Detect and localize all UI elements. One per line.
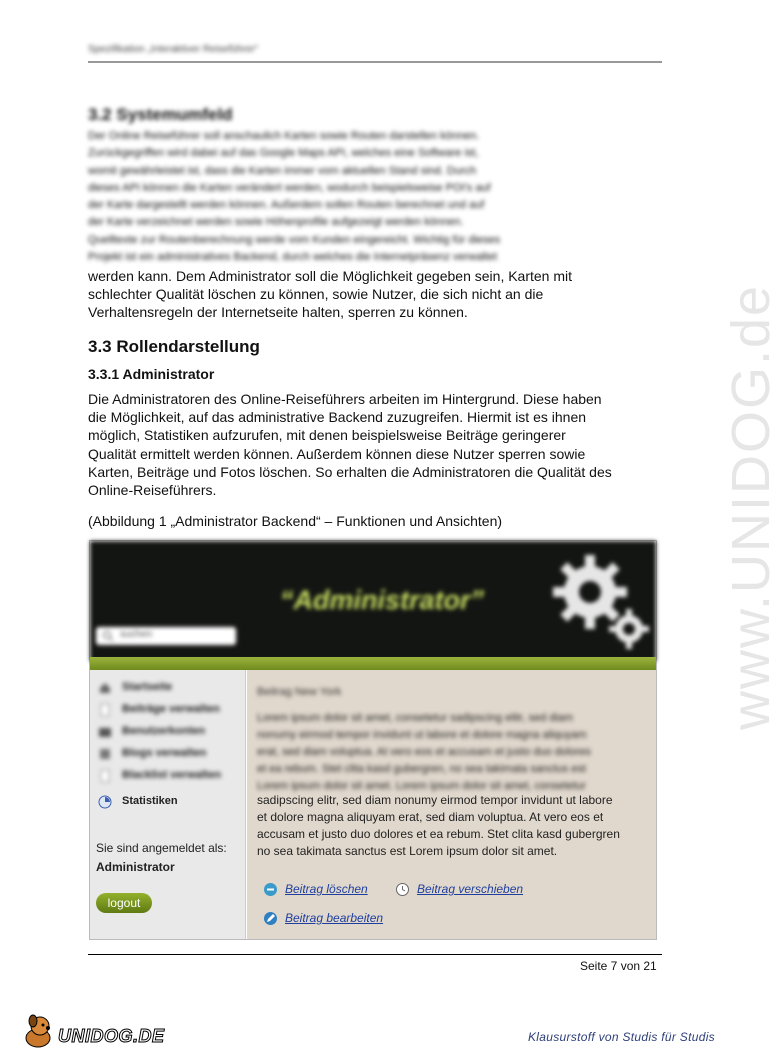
nav-label: Blogs verwalten [122,747,207,759]
move-post-link[interactable] [417,882,523,896]
nav-label: Startseite [122,681,173,693]
text-line: Verhaltensregeln der Internetseite halten, sperren zu können. [88,304,468,321]
section-3-2-heading: 3.2 Systemumfeld [88,105,233,124]
edit-post-link[interactable] [285,911,383,925]
text-line: der Karte dargestellt werden können. Außerdem sollen Routen berechnet und auf [88,199,485,212]
edit-post-label: Beitrag bearbeiten [285,911,384,925]
blog-icon [98,747,112,761]
text-line: erat, sed diam voluptua. At vero eos et accusam et justo duo dolores [257,746,591,758]
nav-label: Beiträge verwalten [122,703,220,715]
text-line: et ea rebum. Stet clita kasd gubergren, no sea takimata sanctus est [257,763,586,775]
unidog-logo [20,1012,170,1052]
text-line: schlechter Qualität löschen zu können, sowie Nutzer, die sich nicht an die [88,286,544,303]
text-line: Zurückgegriffen wird dabei auf das Google Maps API, welches eine Software ist, [88,147,479,160]
header-divider [88,61,662,63]
nav-label: Benutzerkonten [122,725,206,737]
figure-caption: (Abbildung 1 „Administrator Backend“ – Funktionen und Ansichten) [88,513,503,529]
home-icon [98,681,112,695]
text-line: sadipscing elitr, sed diam nonumy eirmod tempor invidunt ut labore [257,793,613,807]
figure-content [247,670,656,939]
clock-icon [395,882,410,897]
text-line: Die Administratoren des Online-Reiseführers arbeiten im Hintergrund. Diese haben [88,391,602,407]
post-body [257,792,643,860]
text-line: die Möglichkeit, auf das administrative Backend zuzugreifen. Hiermit ist es ihnen [88,409,587,426]
text-line: der Karte verzeichnet werden sowie Höhenprofile aufgezeigt werden können. [88,216,464,229]
text-line: Karten, Beiträge und Fotos löschen. So erhalten die Administratoren die Qualität des [88,463,612,480]
logo-text: UNIDOG.DE [58,1026,165,1046]
section-3-3-1-heading: 3.3.1 Administrator [88,366,215,382]
text-line: no sea takimata sanctus est Lorem ipsum dolor sit amet. [257,844,558,858]
text-line: Projekt ist ein administratives Backend, durch welches die Internetpräsenz verwaltet [88,251,498,264]
text-line: accusam et justo duo dolores et ea rebum. Stet clita kasd gubergren [257,827,620,841]
move-post-label: Beitrag verschieben [417,882,524,896]
page-number: Seite 7 von 21 [580,959,657,973]
figure-accent-bar [90,657,656,670]
watermark [640,280,780,730]
running-header: Spezifikation „Interaktiver Reiseführer“ [88,44,259,55]
delete-post-link[interactable] [285,882,368,896]
figure-header [90,541,656,661]
post-title: Beitrag New York [257,686,342,698]
edit-icon [263,911,278,926]
text-line: nonumy eirmod tempor invidunt ut labore et dolore magna aliquyam [257,729,587,741]
figure-title: “Administrator” [280,585,485,615]
footer-divider [88,954,662,955]
section-3-2-text [88,267,668,322]
document-icon [98,769,112,783]
logout-button[interactable]: logout [96,893,152,913]
section-3-3-heading: 3.3 Rollendarstellung [88,337,260,356]
delete-icon [263,882,278,897]
footer-slogan: Klausurstoff von Studis für Studis [528,1030,715,1044]
text-line: möglich, Statistiken aufzurufen, mit denen beispielsweise Beiträge geringerer [88,427,566,444]
text-line: werden kann. Dem Administrator soll die Möglichkeit gegeben sein, Karten mit [88,268,573,284]
text-line: womit gewährleistet ist, dass die Karten immer vom aktuellen Stand sind. Durch [88,164,477,177]
section-3-2-blurred-text [88,128,668,266]
text-line: dieses API können die Karten verändert werden, wodurch beispielsweise POI's auf [88,181,491,194]
search-placeholder: suchen [120,629,153,640]
text-line: Der Online Reiseführer soll anschaulich Karten sowie Routen darstellen können. [88,130,480,142]
delete-post-label: Beitrag löschen [285,882,368,896]
dog-icon [20,1012,58,1050]
text-line: Lorem ipsum dolor sit amet, consetetur sadipscing elitr, sed diam [257,712,574,724]
document-icon [98,703,112,717]
text-line: Quelltexte zur Routenberechnung werde vom Kunden eingereicht. Wichtig für dieses [88,233,501,246]
text-line: et dolore magna aliquyam erat, sed diam voluptua. At vero eos et [257,810,604,824]
gear-icon [545,549,655,654]
search-input[interactable] [96,627,236,645]
text-line: Lorem ipsum dolor sit amet. Lorem ipsum dolor sit amet, consetetur [257,780,586,792]
section-3-3-1-text [88,390,668,499]
search-icon [102,630,114,642]
post-body-blurred [257,710,643,795]
logged-in-user: Administrator [96,860,175,874]
nav-label: Statistiken [122,795,178,807]
figure-sidebar [90,670,246,939]
text-line: Online-Reiseführers. [88,482,217,499]
logged-in-label: Sie sind angemeldet als: [96,841,227,855]
text-line: Qualität ermittelt werden können. Außerdem können diese Nutzer sperren sowie [88,445,586,462]
statistics-icon [98,795,112,809]
watermark-text: www.UNIDOG.de [721,283,781,730]
admin-backend-figure [89,540,657,940]
users-icon [98,725,112,739]
nav-label: Blacklist verwalten [122,769,222,781]
